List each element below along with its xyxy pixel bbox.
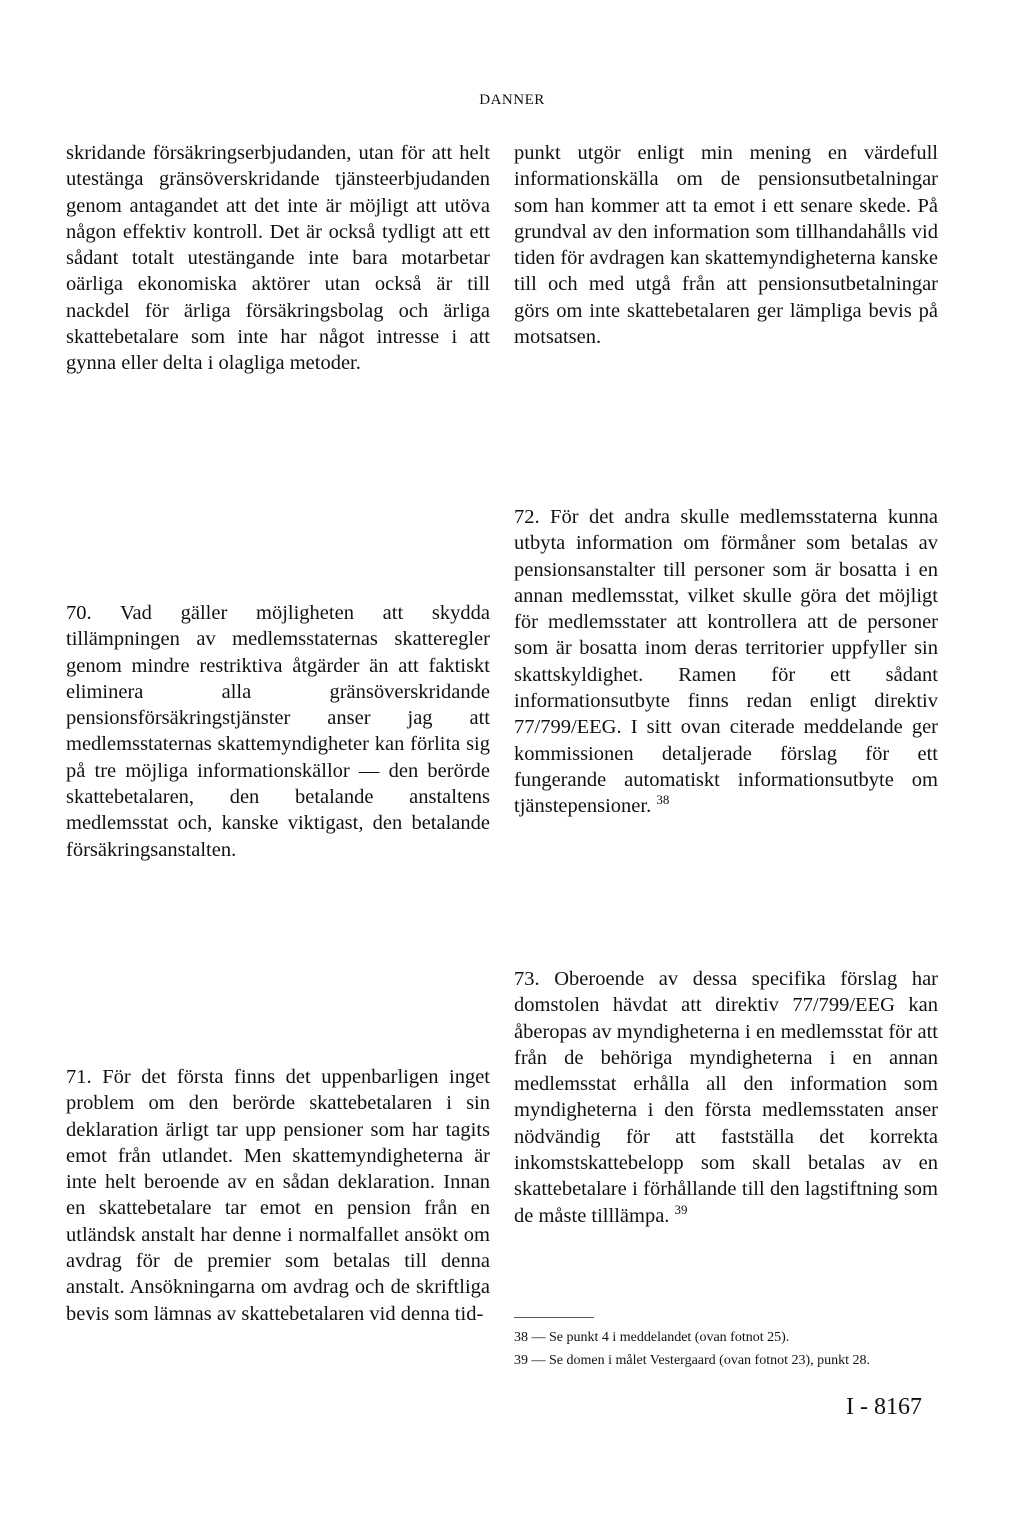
paragraph-number: 70. <box>66 602 92 624</box>
paragraph-text: punkt utgör enligt min mening en värdefull informationskälla om de pensionsutbetalningar som han kommer att ta emot i ett senare skede. På grundval av den information som tillhandahålls vid tiden för avdragen kan skattemyndigheterna kanske till och med utgå från att pensionsutbetalningar görs om inte skattebetalaren ger lämpliga bevis på motsatsen. <box>514 142 938 349</box>
paragraph-72 <box>514 504 938 820</box>
paragraph-text: För det första finns det uppenbarligen inget problem om den berörde skattebetalaren i sin deklaration ärligt tar upp pensioner som har tagits emot från utlandet. Men skattemyndigheterna är inte helt beroende av en sådan deklaration. Innan en skattebetalare tar emot en pension från en utländsk anstalt har denne i normalfallet ansökt om avdrag för de premier som betalas till denna anstalt. Ansökningarna om avdrag och de skriftliga bevis som lämnas av skattebetalaren vid denna tid- <box>66 1066 491 1325</box>
right-continued-paragraph <box>514 140 938 350</box>
footnote-marker: 38 <box>514 1330 528 1345</box>
footnote-39 <box>514 1351 944 1370</box>
page-number: I - 8167 <box>846 1394 922 1420</box>
paragraph-text: För det andra skulle medlemsstaterna kunna utbyta information om förmåner som betalas av pensionsanstalter till personer som är bosatta i en annan medlemsstat, vilket skulle göra det möjligt för medlemsstater att kontrollera att de personer som är bosatta inom deras territorier uppfyller sin skattskyldighet. Ramen för ett sådant informationsutbyte finns redan enligt direktiv 77/799/EEG. I sitt ovan citerade meddelande ger kommissionen detaljerade förslag för ett fungerande automatiskt informationsutbyte om tjänstepensioner. <box>514 506 938 818</box>
footnote-text: — Se punkt 4 i meddelandet (ovan fotnot 25). <box>531 1330 790 1345</box>
footnote-text: — Se domen i målet Vestergaard (ovan fotnot 23), punkt 28. <box>531 1353 871 1368</box>
paragraph-text: Vad gäller möjligheten att skydda tillämpningen av medlemsstaternas skatteregler genom mindre restriktiva åtgärder än att faktiskt eliminera alla gränsöverskridande pensionsförsäkringstjänster anser jag att medlemsstaternas skattemyndigheter kan förlita sig på tre möjliga informationskällor — den berörde skattebetalaren, den betalande anstaltens medlemsstat och, kanske viktigast, den betalande försäkringsanstalten. <box>66 602 490 861</box>
paragraph-71 <box>66 1064 490 1327</box>
paragraph-text: skridande försäkringserbjudanden, utan för att helt utestänga gränsöverskridande tjänsteerbjudanden genom antagandet att det inte är möjligt att utöva någon effektiv kontroll. Det är också tydligt att ett sådant totalt utestängande inte bara motarbetar oärliga ekonomiska aktörer utan också är till nackdel för ärliga försäkringsbolag och ärliga skattebetalare som inte har något intresse i att gynna eller delta i olagliga metoder. <box>66 142 490 375</box>
paragraph-70 <box>66 600 490 863</box>
paragraph-number: 73. <box>514 968 540 990</box>
paragraph-73 <box>514 966 938 1229</box>
left-continued-paragraph <box>66 140 490 377</box>
footnote-marker: 39 <box>514 1353 528 1368</box>
footnote-reference[interactable]: 39 <box>674 1201 688 1217</box>
footnote-divider <box>514 1317 594 1318</box>
paragraph-number: 71. <box>66 1066 92 1088</box>
footnote-reference[interactable]: 38 <box>656 792 670 808</box>
paragraph-number: 72. <box>514 506 540 528</box>
footnote-38 <box>514 1328 944 1347</box>
paragraph-text: Oberoende av dessa specifika förslag har domstolen hävdat att direktiv 77/799/EEG kan åberopas av myndigheterna i en medlemsstat för att från de behöriga myndigheterna i en annan medlemsstat erhålla all den information som myndigheterna i den första medlemsstaten anser nödvändig för att fastställa det korrekta inkomstskattebelopp som skall betalas av en skattebetalare i förhållande till den lagstiftning som de måste tilllämpa. <box>514 968 939 1227</box>
running-header: DANNER <box>479 92 545 108</box>
